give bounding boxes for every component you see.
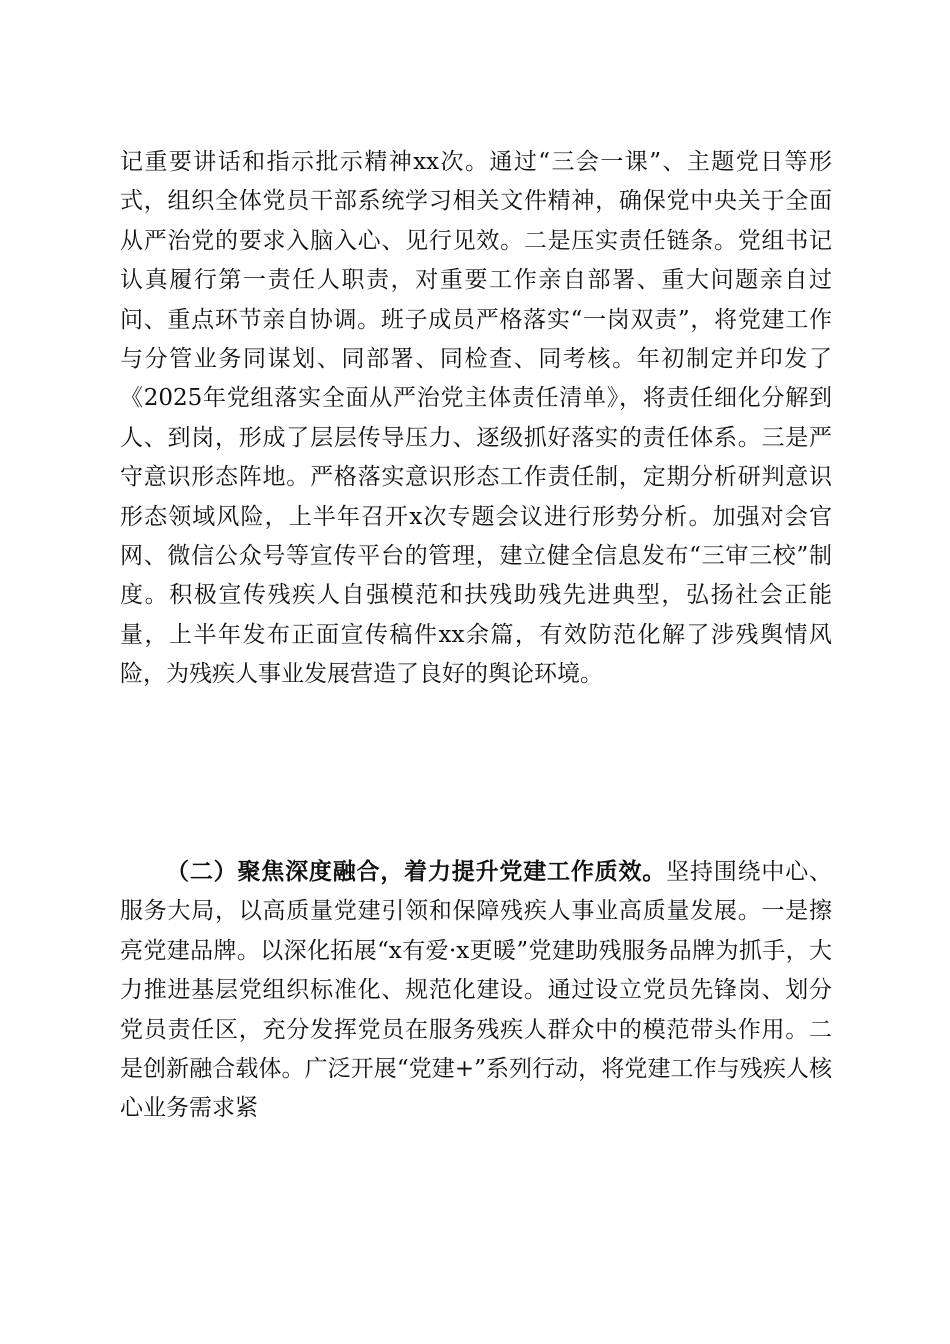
body-paragraph-1: 记重要讲话和指示批示精神xx次。通过“三会一课”、主题党日等形式，组织全体党员干部系统学习相关文件精神，确保党中央关于全面从严治党的要求入脑入心、见行见效。二是压实责任链条。党组书记认真履行第一责任人职责，对重要工作亲自部署、重大问题亲自过问、重点环节亲自协调。班子成员严格落实“一岗双责”，将党建工作与分管业务同谋划、同部署、同检查、同考核。年初制定并印发了《2025年党组落实全面从严治党主体责任清单》，将责任细化分解到人、到岗，形成了层层传导压力、逐级抓好落实的责任体系。三是严守意识形态阵地。严格落实意识形态工作责任制，定期分析研判意识形态领域风险，上半年召开x次专题会议进行形势分析。加强对会官网、微信公众号等宣传平台的管理，建立健全信息发布“三审三校”制度。积极宣传残疾人自强模范和扶残助残先进典型，弘扬社会正能量，上半年发布正面宣传稿件xx余篇，有效防范化解了涉残舆情风险，为残疾人事业发展营造了良好的舆论环境。 — [120, 149, 832, 688]
body-paragraph-2-text: 坚持围绕中心、服务大局，以高质量党建引领和保障残疾人事业高质量发展。一是擦亮党建品牌。以深化拓展“x有爱·x更暖”党建助残服务品牌为抓手，大力推进基层党组织标准化、规范化建设。通过设立党员先锋岗、划分党员责任区，充分发挥党员在服务残疾人群众中的模范带头作用。二是创新融合载体。广泛开展“党建+”系列行动，将党建工作与残疾人核心业务需求紧 — [120, 859, 833, 1122]
section-heading-2: （二）聚焦深度融合，着力提升党建工作质效。 — [166, 859, 667, 885]
body-paragraph-2 — [120, 853, 832, 1129]
